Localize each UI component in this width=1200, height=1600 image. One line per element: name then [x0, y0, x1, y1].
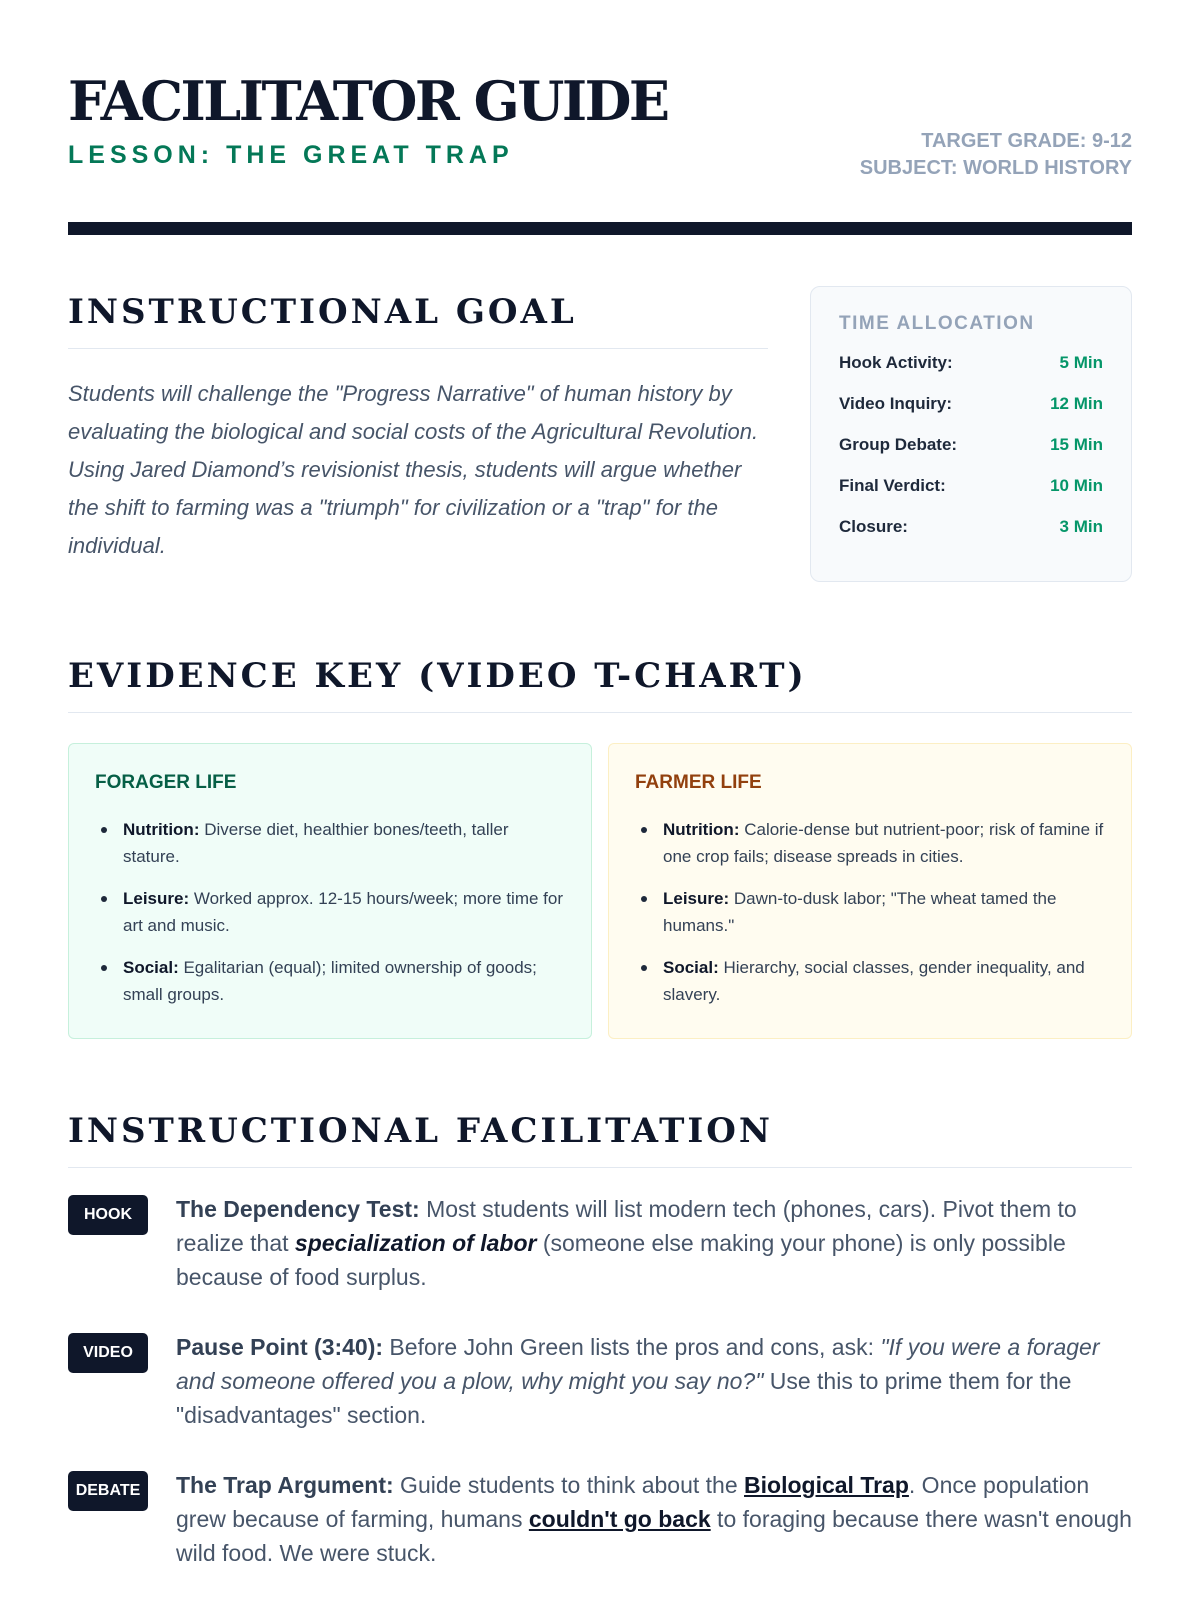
time-allocation-card — [810, 286, 1132, 582]
time-label: Final Verdict: — [839, 476, 946, 495]
instructional-goal — [68, 292, 768, 565]
farmer-column — [608, 743, 1132, 1039]
time-row — [839, 394, 1103, 435]
list-item — [635, 885, 1105, 939]
subject: SUBJECT: WORLD HISTORY — [859, 157, 1132, 179]
page-title: FACILITATOR GUIDE — [68, 69, 668, 133]
lesson-title: LESSON: THE GREAT TRAP — [68, 141, 514, 170]
video-text-part: Use this to prime them for the "disadvantages" section. — [176, 1368, 1072, 1428]
debate-text-part: Guide students to think about the — [393, 1472, 745, 1498]
debate-text — [176, 1468, 1132, 1570]
video-text-part: Before John Green lists the pros and cons, ask: — [383, 1334, 881, 1360]
item-text: Calorie-dense but nutrient-poor; risk of famine if one crop fails; disease spreads in cities. — [663, 820, 1104, 866]
item-label: Nutrition: — [663, 820, 740, 839]
time-allocation-title: TIME ALLOCATION — [839, 313, 1035, 334]
time-label: Video Inquiry: — [839, 394, 953, 413]
forager-column — [68, 743, 592, 1039]
forager-title: FORAGER LIFE — [95, 772, 237, 793]
list-item — [95, 954, 565, 1008]
evidence-section — [68, 656, 1132, 1039]
list-item — [95, 885, 565, 939]
time-value: 3 Min — [1059, 517, 1103, 536]
step-video — [68, 1330, 1132, 1432]
item-text: Worked approx. 12-15 hours/week; more time for art and music. — [123, 889, 563, 935]
item-text: Egalitarian (equal); limited ownership of goods; small groups. — [123, 958, 537, 1004]
farmer-title: FARMER LIFE — [635, 772, 762, 793]
farmer-list — [635, 816, 1105, 1008]
hook-text — [176, 1192, 1132, 1294]
hook-lead: The Dependency Test: — [176, 1196, 420, 1222]
facilitation-section — [68, 1111, 1132, 1570]
debate-text-part: . Once population grew because of farming, humans — [176, 1472, 1090, 1532]
hook-text-part: Most students will list modern tech (phones, cars). Pivot them to realize that — [176, 1196, 1077, 1256]
t-chart — [68, 743, 1132, 1039]
guide-header — [68, 0, 1132, 236]
item-label: Leisure: — [663, 889, 730, 908]
item-label: Social: — [663, 958, 719, 977]
item-label: Social: — [123, 958, 179, 977]
goal-section — [68, 292, 1132, 592]
time-value: 10 Min — [1050, 476, 1103, 495]
step-hook — [68, 1192, 1132, 1294]
time-value: 5 Min — [1059, 353, 1103, 372]
item-label: Nutrition: — [123, 820, 200, 839]
time-label: Hook Activity: — [839, 353, 953, 372]
item-text: Diverse diet, healthier bones/teeth, taller stature. — [123, 820, 509, 866]
video-text — [176, 1330, 1132, 1432]
step-debate — [68, 1468, 1132, 1570]
debate-text-part: to foraging because there wasn't enough wild food. We were stuck. — [176, 1506, 1132, 1566]
time-row — [839, 353, 1103, 394]
time-value: 15 Min — [1050, 435, 1103, 454]
item-text: Dawn-to-dusk labor; "The wheat tamed the humans." — [663, 889, 1057, 935]
time-row — [839, 435, 1103, 476]
header-divider — [68, 222, 1132, 235]
video-badge: VIDEO — [68, 1333, 148, 1373]
time-label: Group Debate: — [839, 435, 958, 454]
facilitation-steps — [68, 1192, 1132, 1570]
hook-badge: HOOK — [68, 1195, 148, 1235]
time-row — [839, 517, 1103, 558]
target-grade: TARGET GRADE: 9-12 — [921, 130, 1132, 152]
facilitation-heading: INSTRUCTIONAL FACILITATION — [68, 1111, 1132, 1168]
time-value: 12 Min — [1050, 394, 1103, 413]
list-item — [635, 816, 1105, 870]
evidence-heading: EVIDENCE KEY (VIDEO T-CHART) — [68, 656, 1132, 713]
debate-badge: DEBATE — [68, 1471, 148, 1511]
couldnt-go-back-term: couldn't go back — [528, 1506, 711, 1532]
list-item — [635, 954, 1105, 1008]
goal-text: Students will challenge the "Progress Narrative" of human history by evaluating the biological and social costs of the Agricultural Revolution. Using Jared Diamond’s revisionist thesis, students will argue whether the shift to farming was a "triumph" for civilization or a "trap" for the individual. — [68, 381, 759, 558]
video-lead: Pause Point (3:40): — [176, 1334, 384, 1360]
biological-trap-term: Biological Trap — [744, 1472, 909, 1498]
lesson-meta — [860, 128, 1132, 182]
hook-emphasis: specialization of labor — [294, 1230, 537, 1256]
item-text: Hierarchy, social classes, gender inequality, and slavery. — [663, 958, 1085, 1004]
goal-heading: INSTRUCTIONAL GOAL — [68, 292, 768, 349]
time-label: Closure: — [839, 517, 908, 536]
debate-lead: The Trap Argument: — [176, 1472, 394, 1498]
forager-list — [95, 816, 565, 1008]
list-item — [95, 816, 565, 870]
hook-text-part: (someone else making your phone) is only possible because of food surplus. — [176, 1230, 1066, 1290]
video-question: "If you were a forager and someone offered you a plow, why might you say no?" — [176, 1334, 1100, 1394]
item-label: Leisure: — [123, 889, 190, 908]
time-row — [839, 476, 1103, 517]
